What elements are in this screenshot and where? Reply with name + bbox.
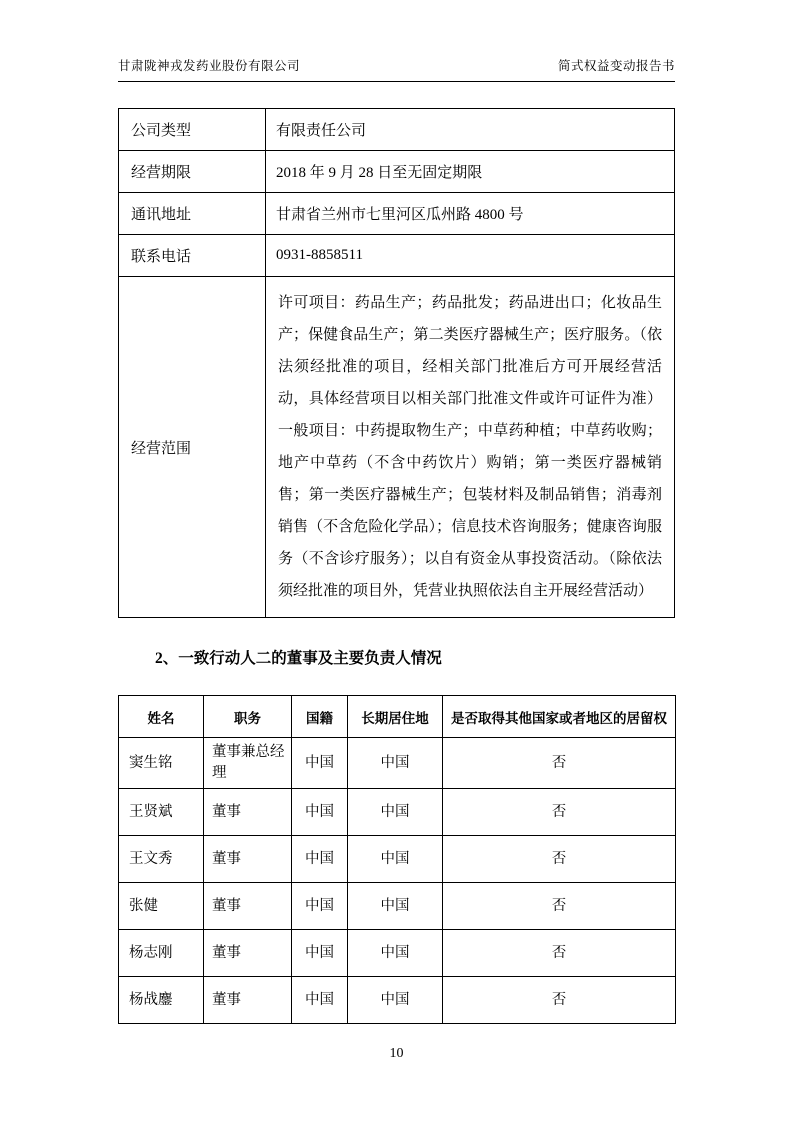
page-header bbox=[118, 56, 675, 74]
table-row bbox=[119, 109, 675, 151]
info-value: 0931-8858511 bbox=[266, 235, 675, 277]
column-header-residency-right: 是否取得其他国家或者地区的居留权 bbox=[443, 696, 676, 738]
cell-title: 董事 bbox=[204, 789, 292, 836]
cell-residence: 中国 bbox=[348, 836, 443, 883]
cell-name: 王贤斌 bbox=[119, 789, 204, 836]
cell-title: 董事 bbox=[204, 977, 292, 1024]
cell-name: 杨战鏖 bbox=[119, 977, 204, 1024]
table-row bbox=[119, 930, 676, 977]
table-row bbox=[119, 277, 675, 618]
cell-nationality: 中国 bbox=[292, 977, 348, 1024]
info-label: 公司类型 bbox=[119, 109, 266, 151]
info-value-business-scope: 许可项目：药品生产；药品批发；药品进出口；化妆品生产；保健食品生产；第二类医疗器械生产；医疗服务。（依法须经批准的项目，经相关部门批准后方可开展经营活动，具体经营项目以相关部门批准文件或许可证件为准）一般项目：中药提取物生产；中草药种植；中草药收购；地产中草药（不含中药饮片）购销；第一类医疗器械销售；第一类医疗器械生产；包装材料及制品销售；消毒剂销售（不含危险化学品）；信息技术咨询服务；健康咨询服务（不含诊疗服务）；以自有资金从事投资活动。（除依法须经批准的项目外，凭营业执照依法自主开展经营活动） bbox=[266, 277, 675, 618]
header-rule bbox=[118, 81, 675, 82]
table-row bbox=[119, 977, 676, 1024]
column-header-name: 姓名 bbox=[119, 696, 204, 738]
cell-residence: 中国 bbox=[348, 738, 443, 789]
info-label: 通讯地址 bbox=[119, 193, 266, 235]
directors-table bbox=[118, 695, 676, 1024]
table-row bbox=[119, 235, 675, 277]
cell-nationality: 中国 bbox=[292, 883, 348, 930]
section-heading: 2、一致行动人二的董事及主要负责人情况 bbox=[155, 650, 442, 667]
cell-residence: 中国 bbox=[348, 883, 443, 930]
cell-residency-right: 否 bbox=[443, 930, 676, 977]
company-info-table bbox=[118, 108, 675, 618]
table-row bbox=[119, 836, 676, 883]
cell-residency-right: 否 bbox=[443, 883, 676, 930]
column-header-residence: 长期居住地 bbox=[348, 696, 443, 738]
cell-title: 董事 bbox=[204, 930, 292, 977]
cell-nationality: 中国 bbox=[292, 836, 348, 883]
cell-residency-right: 否 bbox=[443, 836, 676, 883]
cell-residency-right: 否 bbox=[443, 789, 676, 836]
info-value: 有限责任公司 bbox=[266, 109, 675, 151]
info-label: 经营期限 bbox=[119, 151, 266, 193]
cell-residence: 中国 bbox=[348, 789, 443, 836]
cell-nationality: 中国 bbox=[292, 738, 348, 789]
cell-title: 董事 bbox=[204, 883, 292, 930]
table-row bbox=[119, 193, 675, 235]
cell-title: 董事兼总经理 bbox=[204, 738, 292, 789]
cell-residence: 中国 bbox=[348, 930, 443, 977]
cell-residence: 中国 bbox=[348, 977, 443, 1024]
page-number: 10 bbox=[389, 1046, 404, 1062]
cell-name: 杨志刚 bbox=[119, 930, 204, 977]
table-header-row bbox=[119, 696, 676, 738]
info-label: 经营范围 bbox=[119, 277, 266, 618]
info-label: 联系电话 bbox=[119, 235, 266, 277]
cell-title: 董事 bbox=[204, 836, 292, 883]
info-value: 2018 年 9 月 28 日至无固定期限 bbox=[266, 151, 675, 193]
column-header-nationality: 国籍 bbox=[292, 696, 348, 738]
table-row bbox=[119, 789, 676, 836]
table-row bbox=[119, 738, 676, 789]
header-doc-title: 简式权益变动报告书 bbox=[557, 59, 675, 73]
table-row bbox=[119, 883, 676, 930]
cell-name: 张健 bbox=[119, 883, 204, 930]
table-row bbox=[119, 151, 675, 193]
column-header-title: 职务 bbox=[204, 696, 292, 738]
cell-residency-right: 否 bbox=[443, 738, 676, 789]
info-value: 甘肃省兰州市七里河区瓜州路 4800 号 bbox=[266, 193, 675, 235]
cell-nationality: 中国 bbox=[292, 789, 348, 836]
cell-name: 王文秀 bbox=[119, 836, 204, 883]
header-company-name: 甘肃陇神戎发药业股份有限公司 bbox=[118, 59, 301, 73]
cell-nationality: 中国 bbox=[292, 930, 348, 977]
cell-residency-right: 否 bbox=[443, 977, 676, 1024]
cell-name: 窦生铭 bbox=[119, 738, 204, 789]
